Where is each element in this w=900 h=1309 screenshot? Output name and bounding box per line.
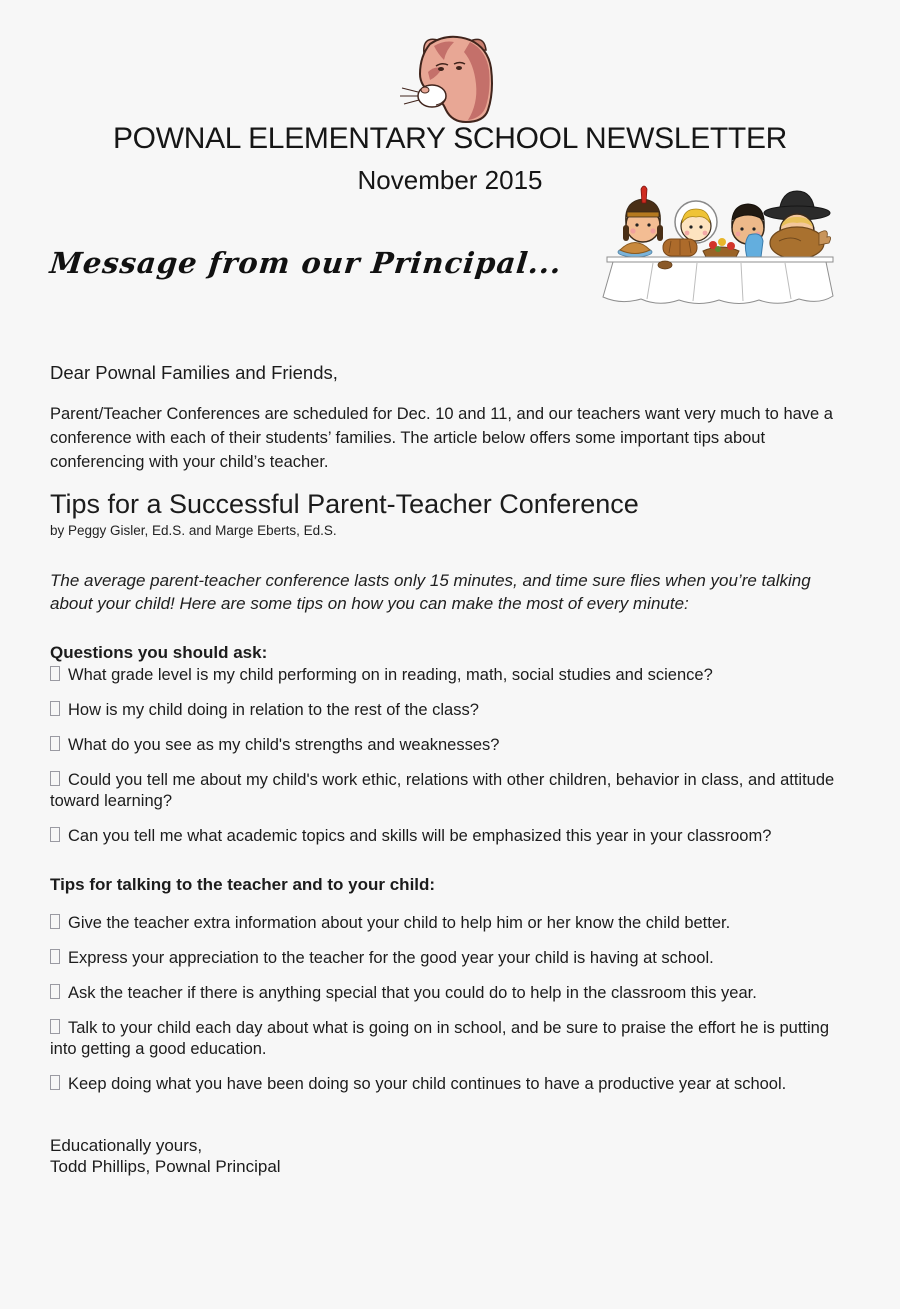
list-item: [50, 826, 850, 847]
checkbox-bullet-icon: [50, 701, 60, 716]
salutation: Dear Pownal Families and Friends,: [50, 362, 338, 383]
checkbox-bullet-icon: [50, 827, 60, 842]
checkbox-bullet-icon: [50, 666, 60, 681]
list-item-text: Keep doing what you have been doing so your child continues to have a productive year at school.: [68, 1075, 787, 1093]
cougar-mascot-icon: [394, 32, 506, 129]
closing-block: [50, 1135, 850, 1177]
checkbox-bullet-icon: [50, 1019, 60, 1034]
signature: Todd Phillips, Pownal Principal: [50, 1157, 281, 1176]
list-item: [50, 913, 850, 934]
list-item: [50, 700, 850, 721]
list-item: [50, 665, 850, 686]
letter-body: [50, 362, 850, 1177]
article-title: Tips for a Successful Parent-Teacher Conference: [50, 489, 639, 519]
section-heading-questions: Questions you should ask:: [50, 643, 268, 662]
checkbox-bullet-icon: [50, 984, 60, 999]
newsletter-title: POWNAL ELEMENTARY SCHOOL NEWSLETTER: [112, 122, 788, 155]
newsletter-date: November 2015: [357, 165, 543, 195]
list-item: [50, 770, 850, 812]
intro-paragraph: Parent/Teacher Conferences are scheduled for Dec. 10 and 11, and our teachers want very much to have a conference with each of their students’ families. The article below offers some important tips about conferencing with your child’s teacher.: [50, 405, 833, 471]
list-item-text: Express your appreciation to the teacher for the good year your child is having at school.: [68, 949, 714, 967]
list-item-text: What grade level is my child performing on in reading, math, social studies and science?: [68, 666, 713, 684]
list-item: [50, 1074, 850, 1095]
list-item-text: What do you see as my child's strengths and weaknesses?: [68, 736, 500, 754]
list-item: [50, 948, 850, 969]
list-item-text: How is my child doing in relation to the rest of the class?: [68, 701, 479, 719]
principal-message-heading: Message from our Principal...: [48, 246, 564, 280]
list-item-text: Give the teacher extra information about your child to help him or her know the child better.: [68, 914, 731, 932]
closing-salutation: Educationally yours,: [50, 1136, 203, 1155]
thanksgiving-clipart-icon: [601, 183, 836, 310]
checkbox-bullet-icon: [50, 736, 60, 751]
checkbox-bullet-icon: [50, 949, 60, 964]
article-lead: The average parent-teacher conference lasts only 15 minutes, and time sure flies when you’re talking about your child! Here are some tips on how you can make the most of every minute:: [50, 571, 811, 613]
list-item-text: Ask the teacher if there is anything special that you could do to help in the classroom this year.: [68, 984, 757, 1002]
list-item: [50, 735, 850, 756]
article-byline: by Peggy Gisler, Ed.S. and Marge Eberts, Ed.S.: [50, 523, 337, 538]
questions-list: [50, 665, 850, 847]
tips-list: [50, 913, 850, 1095]
list-item: [50, 1018, 850, 1060]
list-item-text: Talk to your child each day about what is going on in school, and be sure to praise the effort he is putting into getting a good education.: [50, 1019, 830, 1058]
checkbox-bullet-icon: [50, 1075, 60, 1090]
list-item-text: Could you tell me about my child's work ethic, relations with other children, behavior in class, and attitude toward learning?: [50, 771, 835, 810]
checkbox-bullet-icon: [50, 914, 60, 929]
checkbox-bullet-icon: [50, 771, 60, 786]
list-item: [50, 983, 850, 1004]
list-item-text: Can you tell me what academic topics and skills will be emphasized this year in your classroom?: [68, 827, 772, 845]
section-heading-tips: Tips for talking to the teacher and to your child:: [50, 875, 436, 894]
